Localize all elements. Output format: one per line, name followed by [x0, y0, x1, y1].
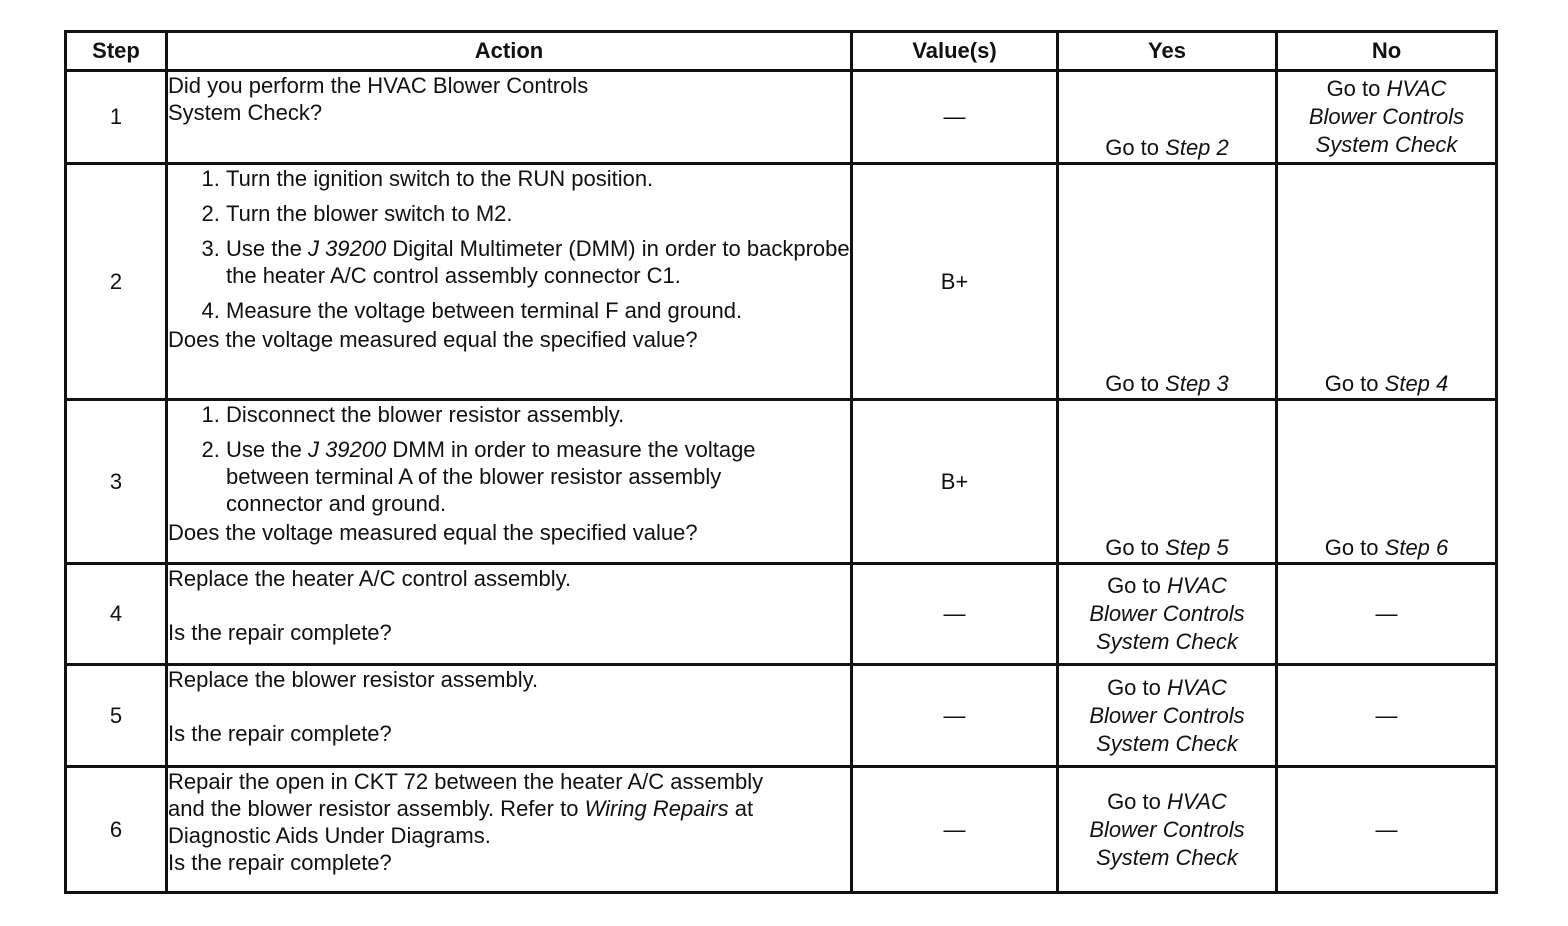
yes-cell	[1058, 564, 1277, 665]
tool-name: J 39200	[307, 236, 387, 261]
yes-link[interactable]: HVAC	[1167, 573, 1227, 598]
list-item: 1. Disconnect the blower resistor assembly.	[226, 401, 850, 428]
list-item: 3. Use the J 39200 Digital Multimeter (DMM) in order to backprobe the heater A/C control assembly connector C1.	[226, 235, 850, 289]
list-item: 1. Turn the ignition switch to the RUN position.	[226, 165, 850, 192]
no-link[interactable]: Step 4	[1384, 371, 1449, 396]
header-yes: Yes	[1058, 32, 1277, 71]
step-number: 1	[66, 71, 167, 164]
value-cell: —	[852, 564, 1058, 665]
header-action: Action	[167, 32, 852, 71]
action-cell	[167, 164, 852, 400]
table-row	[66, 767, 1497, 893]
step-number: 2	[66, 164, 167, 400]
tool-name: J 39200	[307, 437, 387, 462]
reference-suffix: at Diagnostic Aids Under Diagrams.	[168, 796, 754, 848]
yes-prefix: Go to	[1105, 371, 1160, 396]
action-cell	[167, 71, 852, 164]
action-cell	[167, 564, 852, 665]
header-row	[66, 32, 1497, 71]
yes-link[interactable]: Step 3	[1165, 371, 1229, 396]
no-prefix: Go to	[1324, 535, 1379, 560]
step-number: 5	[66, 665, 167, 767]
action-cell	[167, 665, 852, 767]
table-row	[66, 665, 1497, 767]
table-row	[66, 400, 1497, 564]
table-row	[66, 71, 1497, 164]
procedure-list	[168, 165, 850, 324]
yes-link[interactable]: HVAC	[1167, 788, 1227, 814]
yes-cell	[1058, 767, 1277, 893]
header-no: No	[1277, 32, 1497, 71]
header-step: Step	[66, 32, 167, 71]
no-cell	[1277, 400, 1497, 564]
procedure-list	[168, 401, 850, 517]
yes-prefix: Go to	[1107, 573, 1161, 598]
action-text: Did you perform the HVAC Blower Controls System Check?	[168, 73, 589, 125]
table-row	[66, 164, 1497, 400]
yes-cell	[1058, 164, 1277, 400]
value-cell: —	[852, 767, 1058, 893]
no-cell	[1277, 71, 1497, 164]
action-text: Replace the heater A/C control assembly.	[168, 566, 572, 591]
yes-prefix: Go to	[1105, 535, 1160, 560]
question-text: Is the repair complete?	[168, 850, 392, 875]
yes-cell	[1058, 71, 1277, 164]
question-text: Is the repair complete?	[168, 721, 392, 746]
value-cell: —	[852, 665, 1058, 767]
question-text: Is the repair complete?	[168, 620, 392, 645]
diagnostic-table	[64, 30, 1498, 894]
action-text: Replace the blower resistor assembly.	[168, 667, 539, 692]
yes-prefix: Go to	[1107, 788, 1161, 814]
no-cell	[1277, 164, 1497, 400]
list-item: 4. Measure the voltage between terminal F and ground.	[226, 297, 850, 324]
yes-link[interactable]: Blower Controls System Check	[1089, 601, 1245, 654]
reference-link[interactable]: Wiring Repairs	[584, 796, 729, 821]
no-cell: —	[1277, 665, 1497, 767]
value-cell: B+	[852, 164, 1058, 400]
yes-prefix: Go to	[1107, 674, 1161, 700]
yes-cell	[1058, 400, 1277, 564]
yes-link[interactable]: Blower Controls System Check	[1089, 702, 1245, 756]
yes-link[interactable]: HVAC	[1167, 674, 1227, 700]
action-cell	[167, 400, 852, 564]
no-prefix: Go to	[1324, 371, 1379, 396]
action-text: Repair the open in CKT 72 between the heater A/C assembly and the blower resistor assembly. Refer to	[168, 769, 764, 821]
no-link[interactable]: Step 6	[1384, 535, 1449, 560]
yes-link[interactable]: Step 2	[1165, 135, 1229, 160]
action-cell	[167, 767, 852, 893]
step-number: 3	[66, 400, 167, 564]
list-item: 2. Turn the blower switch to M2.	[226, 200, 850, 227]
no-cell: —	[1277, 767, 1497, 893]
question-text: Does the voltage measured equal the specified value?	[168, 520, 698, 545]
value-cell: B+	[852, 400, 1058, 564]
yes-cell	[1058, 665, 1277, 767]
yes-prefix: Go to	[1105, 135, 1160, 160]
no-link[interactable]: HVAC Blower Controls System Check	[1308, 76, 1465, 157]
yes-link[interactable]: Blower Controls System Check	[1089, 816, 1245, 870]
yes-link[interactable]: Step 5	[1165, 535, 1229, 560]
question-text: Does the voltage measured equal the specified value?	[168, 327, 698, 352]
table-row	[66, 564, 1497, 665]
value-cell: —	[852, 71, 1058, 164]
no-prefix: Go to	[1326, 76, 1381, 101]
step-number: 6	[66, 767, 167, 893]
no-cell: —	[1277, 564, 1497, 665]
header-values: Value(s)	[852, 32, 1058, 71]
step-number: 4	[66, 564, 167, 665]
list-item: 2. Use the J 39200 DMM in order to measure the voltage between terminal A of the blower resistor assembly connector and ground.	[226, 436, 850, 517]
